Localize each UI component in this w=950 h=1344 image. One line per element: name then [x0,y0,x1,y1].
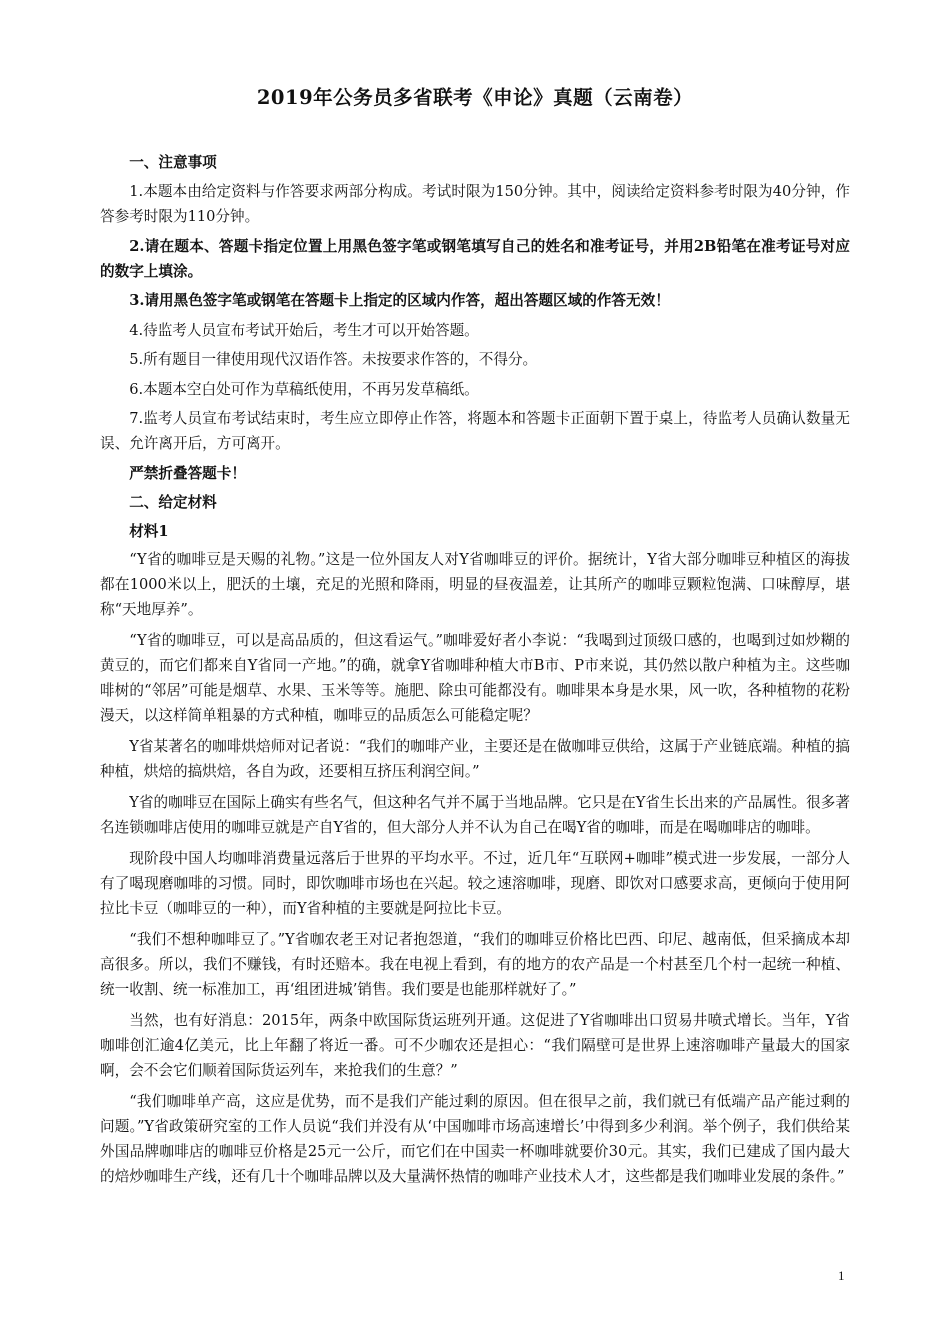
document-body [100,150,850,1195]
page-number: 1 [838,1268,845,1283]
note-item-1: 1.本题本由给定资料与作答要求两部分构成。考试时限为150分钟。其中，阅读给定资料参考时限为40分钟，作答参考时限为110分钟。 [100,183,850,225]
section-heading-notes: 一、注意事项 [129,154,217,171]
material-paragraph: “我们咖啡单产高，这应是优势，而不是我们产能过剩的原因。但在很早之前，我们就已有低端产品产能过剩的问题。”Y省政策研究室的工作人员说“我们并没有从‘中国咖啡市场高速增长’中得到多少利润。举个例子，我们供给某外国品牌咖啡店的咖啡豆价格是25元一公斤，而它们在中国卖一杯咖啡就要价30元。其实，我们已建成了国内最大的焙炒咖啡生产线，还有几十个咖啡品牌以及大量满怀热情的咖啡产业技术人才，这些都是我们咖啡业发展的条件。” [100,1093,850,1185]
material-paragraph: Y省的咖啡豆在国际上确实有些名气，但这种名气并不属于当地品牌。它只是在Y省生长出来的产品属性。很多著名连锁咖啡店使用的咖啡豆就是产自Y省的，但大部分人并不认为自己在喝Y省的咖啡，而是在喝咖啡店的咖啡。 [100,794,850,836]
note-item-4: 4.待监考人员宣布考试开始后，考生才可以开始答题。 [129,321,479,339]
note-item-7: 7.监考人员宣布考试结束时，考生应立即停止作答，将题本和答题卡正面朝下置于桌上，待监考人员确认数量无误、允许离开后，方可离开。 [100,410,850,452]
material-paragraph: 当然，也有好消息：2015年，两条中欧国际货运班列开通。这促进了Y省咖啡出口贸易井喷式增长。当年，Y省咖啡创汇逾4亿美元，比上年翻了将近一番。可不少咖农还是担心：“我们隔壁可是世界上速溶咖啡产量最大的国家啊，会不会它们顺着国际货运列车，来抢我们的生意？” [100,1012,850,1079]
material-paragraph: Y省某著名的咖啡烘焙师对记者说：“我们的咖啡产业，主要还是在做咖啡豆供给，这属于产业链底端。种植的搞种植，烘焙的搞烘焙，各自为政，还要相互挤压利润空间。” [100,738,850,780]
material-paragraph: “Y省的咖啡豆，可以是高品质的，但这看运气。”咖啡爱好者小李说：“我喝到过顶级口感的，也喝到过如炒糊的黄豆的，而它们都来自Y省同一产地。”的确，就拿Y省咖啡种植大市B市、P市来说，其仍然以散户种植为主。这些咖啡树的“邻居”可能是烟草、水果、玉米等等。施肥、除虫可能都没有。咖啡果本身是水果，风一吹，各种植物的花粉漫天，以这样简单粗暴的方式种植，咖啡豆的品质怎么可能稳定呢？ [100,632,850,724]
note-item-5: 5.所有题目一律使用现代汉语作答。未按要求作答的，不得分。 [129,351,538,368]
note-item-6: 6.本题本空白处可作为草稿纸使用，不再另发草稿纸。 [129,380,479,398]
section-heading-materials: 二、给定材料 [129,494,217,511]
material-paragraph: “我们不想种咖啡豆了。”Y省咖农老王对记者抱怨道，“我们的咖啡豆价格比巴西、印尼、越南低，但采摘成本却高很多。所以，我们不赚钱，有时还赔本。我在电视上看到，有的地方的农产品是一个村甚至几个村一起统一种植、统一收割、统一标准加工，再‘组团进城’销售。我们要是也能那样就好了。” [100,931,850,998]
material-paragraph: “Y省的咖啡豆是天赐的礼物。”这是一位外国友人对Y省咖啡豆的评价。据统计，Y省大部分咖啡豆种植区的海拔都在1000米以上，肥沃的土壤，充足的光照和降雨，明显的昼夜温差，让其所产的咖啡豆颗粒饱满、口味醇厚，堪称“天地厚养”。 [100,551,850,618]
note-item-2: 2.请在题本、答题卡指定位置上用黑色签字笔或钢笔填写自己的姓名和准考证号，并用2B铅笔在准考证号对应的数字上填涂。 [100,237,850,280]
note-item-3: 3.请用黑色签字笔或钢笔在答题卡上指定的区域内作答，超出答题区域的作答无效！ [129,292,670,309]
warning-text: 严禁折叠答题卡！ [129,464,246,482]
material-paragraph: 现阶段中国人均咖啡消费量远落后于世界的平均水平。不过，近几年“互联网+咖啡”模式进一步发展，一部分人有了喝现磨咖啡的习惯。同时，即饮咖啡市场也在兴起。较之速溶咖啡，现磨、即饮对口感要求高，更倾向于使用阿拉比卡豆（咖啡豆的一种），而Y省种植的主要就是阿拉比卡豆。 [100,850,850,917]
document-title: 2019年公务员多省联考《申论》真题（云南卷） [256,86,694,109]
material-title: 材料1 [129,523,169,540]
